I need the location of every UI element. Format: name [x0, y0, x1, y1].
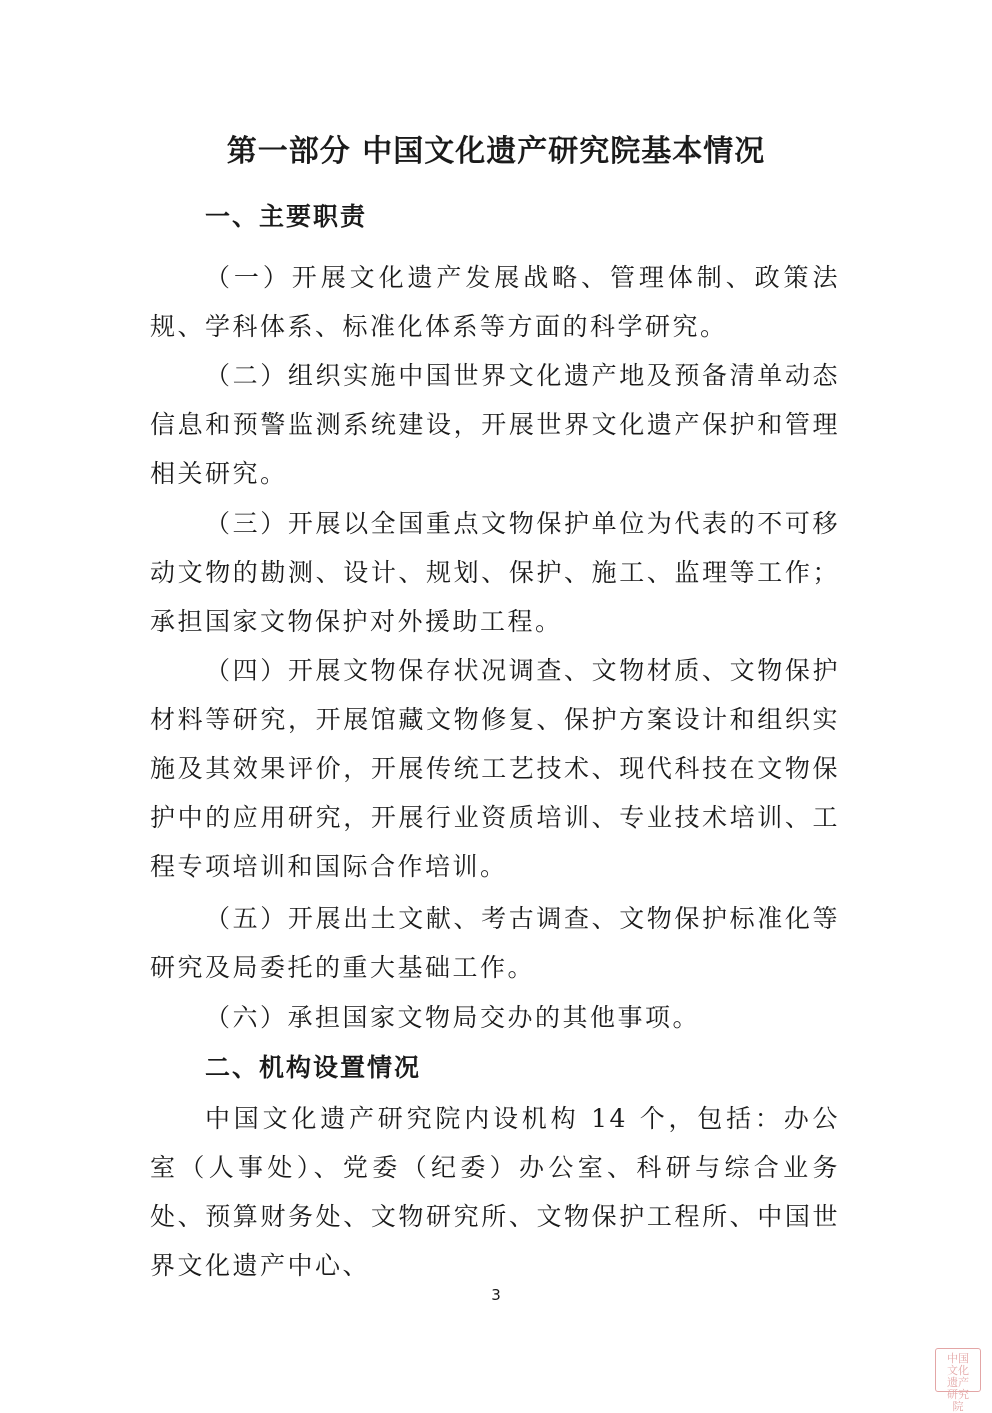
responsibility-item-1: （一）开展文化遗产发展战略、管理体制、政策法规、学科体系、标准化体系等方面的科学研究。: [150, 263, 840, 341]
responsibility-item-4: （四）开展文物保存状况调查、文物材质、文物保护材料等研究，开展馆藏文物修复、保护方案设计和组织实施及其效果评价，开展传统工艺技术、现代科技在文物保护中的应用研究，开展行业资质培训、专业技术培训、工程专项培训和国际合作培训。: [150, 656, 840, 881]
section-heading-responsibilities: 一、主要职责: [205, 202, 368, 231]
responsibility-item-3: （三）开展以全国重点文物保护单位为代表的不可移动文物的勘测、设计、规划、保护、施工、监理等工作；承担国家文物保护对外援助工程。: [150, 509, 840, 636]
responsibility-item-5: （五）开展出土文献、考古调查、文物保护标准化等研究及局委托的重大基础工作。: [150, 904, 840, 982]
organization-paragraph: 中国文化遗产研究院内设机构 14 个，包括：办公室（人事处）、党委（纪委）办公室、科研与综合业务处、预算财务处、文物研究所、文物保护工程所、中国世界文化遗产中心、: [150, 1104, 840, 1280]
page-number: 3: [491, 1286, 501, 1304]
section-heading-organization: 二、机构设置情况: [205, 1053, 422, 1082]
responsibility-item-2: （二）组织实施中国世界文化遗产地及预备清单动态信息和预警监测系统建设，开展世界文化遗产保护和管理相关研究。: [150, 361, 840, 488]
seal-text: 中国文化遗产研究院: [947, 1352, 969, 1413]
page-title: 第一部分 中国文化遗产研究院基本情况: [226, 134, 766, 169]
responsibility-item-6: （六）承担国家文物局交办的其他事项。: [205, 1003, 701, 1032]
institute-seal: [935, 1348, 981, 1413]
